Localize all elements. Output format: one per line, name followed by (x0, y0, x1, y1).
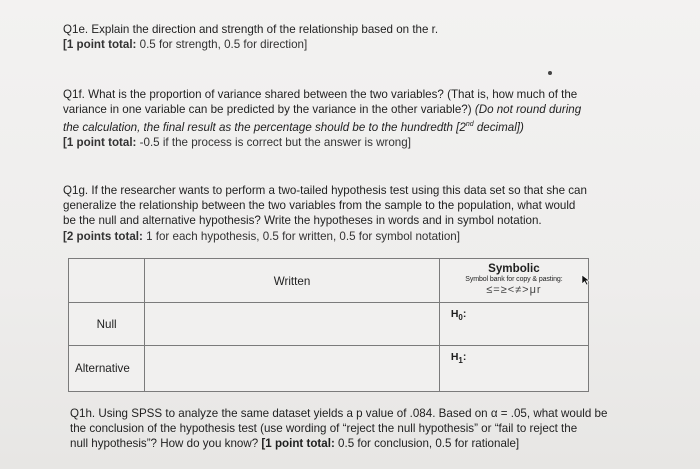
question-1e (63, 22, 438, 52)
q1h-line2: the conclusion of the hypothesis test (use wording of “reject the null hypothesis” or “fail to reject the (70, 422, 578, 436)
h1-colon: : (462, 351, 467, 363)
symbol-bank[interactable]: ≤=≥<≠>μr (486, 284, 542, 296)
q1e-text: Q1e. Explain the direction and strength of the relationship based on the r. (63, 23, 439, 36)
symbol-bank-note: Symbol bank for copy & pasting: (465, 276, 563, 283)
q1e-points (63, 37, 438, 52)
symbolic-title: Symbolic (488, 262, 540, 275)
q1f-points-label: [1 point total: (63, 136, 137, 150)
h0-sub: 0 (458, 313, 463, 323)
corner-cell (69, 259, 145, 303)
q1e-points-label: [1 point total: (63, 38, 137, 52)
q1f-line3-end: decimal]) (473, 121, 524, 135)
q1f-line2-text: variance in one variable can be predicted by the variance in the other variable?) (63, 103, 472, 117)
q1h-line3 (70, 436, 607, 451)
q1f-line1: Q1f. What is the proportion of variance shared between the two variables? (That is, how much of the (63, 88, 578, 101)
q1g-points (63, 229, 587, 244)
alternative-row (69, 346, 589, 392)
hypothesis-table (68, 258, 589, 392)
null-row (69, 303, 589, 346)
null-written-cell[interactable] (145, 303, 440, 346)
q1f-points-detail: -0.5 if the process is correct but the answer is wrong] (136, 136, 411, 150)
q1h-points-detail: 0.5 for conclusion, 0.5 for rationale] (334, 437, 520, 451)
q1f-line3-sup: nd (465, 121, 474, 129)
h1-sub: 1 (458, 356, 463, 366)
written-header: Written (145, 259, 440, 303)
q1f-points (63, 135, 581, 150)
h1-label: H (450, 351, 459, 363)
cursor-icon (581, 274, 591, 286)
question-1h (70, 406, 607, 452)
q1f-line3 (63, 117, 581, 135)
question-1f (63, 87, 581, 151)
question-1g (63, 183, 587, 244)
q1e-points-detail: 0.5 for strength, 0.5 for direction] (136, 38, 308, 52)
q1h-line1: Q1h. Using SPSS to analyze the same dataset yields a p value of .084. Based on α = .05, what would be (70, 407, 608, 420)
null-symbol-cell[interactable] (439, 303, 588, 346)
q1f-line2 (63, 102, 581, 117)
q1g-line2: generalize the relationship between the two variables from the sample to the population, what would (63, 199, 576, 213)
alternative-symbol-cell[interactable] (439, 346, 588, 392)
q1g-points-detail: 1 for each hypothesis, 0.5 for written, 0.5 for symbol notation] (142, 229, 460, 243)
alternative-label: Alternative (69, 346, 145, 392)
q1h-line3-text: null hypothesis”? How do you know? (70, 437, 259, 451)
h0-label: H (450, 308, 459, 320)
null-label: Null (69, 303, 145, 346)
alternative-written-cell[interactable] (145, 346, 440, 392)
table-header-row (69, 259, 589, 303)
symbolic-header (439, 259, 588, 303)
stray-dot (548, 71, 552, 75)
q1f-line2-italic: (Do not round during (471, 103, 582, 117)
q1h-points-label: [1 point total: (258, 437, 335, 451)
q1g-line3: be the null and alternative hypothesis? Write the hypotheses in words and in symbol notation. (63, 214, 542, 228)
q1f-line3-text: the calculation, the final result as the percentage should be to the hundredth [2 (63, 121, 466, 135)
h0-colon: : (462, 308, 467, 320)
q1g-points-label: [2 points total: (63, 229, 143, 243)
q1g-line1: Q1g. If the researcher wants to perform a two-tailed hypothesis test using this data set so that she can (63, 184, 587, 197)
